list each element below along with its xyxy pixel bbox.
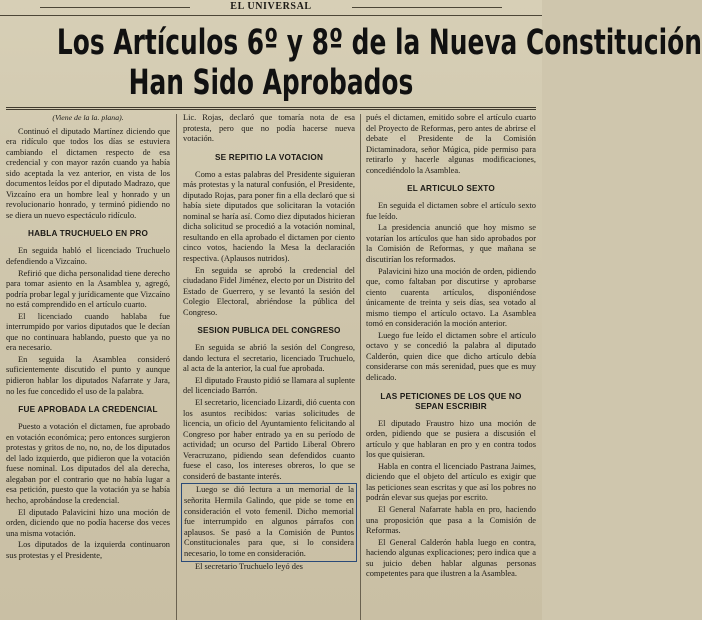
paragraph: En seguida habló el licenciado Truchuelo defendiendo a Vizcaíno. — [6, 246, 170, 267]
paragraph: Continuó el diputado Martínez diciendo que era ridículo que todos los días se estuviera cambiando el dictamen respecto de esa credencial y con mayor razón cuando ya había sido aceptada la vez anterior, en vista de los documentos leídos por el diputado Madrazo, que Vizcaíno era un hombre leal y honrado y un revolucionario honrado, y terminó pidiendo no se diera un nuevo espectáculo ridículo. — [6, 126, 170, 220]
paragraph: En seguida se aprobó la credencial del ciudadano Fidel Jiménez, electo por un Distrito del Estado de Guerrero, y se levantó la sesión del Colegio Electoral, abriéndose la pública del Congreso. — [183, 265, 355, 317]
masthead — [0, 0, 542, 16]
paragraph: Palavicini hizo una moción de orden, pidiendo que, como faltaban por discutirse y aprobarse ciento cuarenta artículos, disponiéndose únicamente de treinta y seis días, sea votado al mismo tiempo el artículo octavo. La Asamblea tomó en consideración la moción anterior. — [366, 266, 536, 329]
column-divider-2 — [360, 114, 361, 620]
paragraph: Puesto a votación el dictamen, fue aprobado en votación económica; pero entonces surgieron protestas y gritos de no, no, no, de los diputados del lado izquierdo, que pidieron que la votación fuese nominal. Los diputados del ala derecha, alegaban por el contrario que no había lugar a esa petición, puesto que la votación ya se había hecho, aprobándose la credencial. — [6, 422, 170, 505]
paragraph: Habla en contra el licenciado Pastrana Jaimes, diciendo que el objeto del artículo es exigir que las peticiones sean escritas y que así los pobres no podrán elevar sus quejas por escrito. — [366, 461, 536, 503]
paragraph: En seguida la Asamblea consideró suficientemente discutido el punto y aunque pidieron hablar los diputados Nafarrate y Jara, no les fue concedido el uso de la palabra. — [6, 354, 170, 396]
paragraph: La presidencia anunció que hoy mismo se votarían los artículos que han sido aprobados por la Comisión de Reformas, y que mañana se discutirían los reformados. — [366, 223, 536, 265]
subheading: FUE APROBADA LA CREDENCIAL — [18, 405, 158, 415]
subheading: HABLA TRUCHUELO EN PRO — [27, 229, 149, 239]
headline-rule-2 — [6, 109, 536, 110]
highlighted-passage — [181, 483, 357, 562]
paragraph: Lic. Rojas, declaró que tomaría nota de esa protesta, pero que no podía hacerse nueva votación. — [183, 113, 355, 144]
paragraph: El licenciado cuando hablaba fue interrumpido por varios diputados que le decían que no continuara hablando, puesto que ya no era necesario. — [6, 311, 170, 353]
headline-rule — [6, 107, 536, 108]
paragraph: El secretario, licenciado Lizardi, dió cuenta con los asuntos recibidos: varias solicitudes de licencia, un oficio del Ayuntamiento felicitando al Congreso por haber entrado ya en su período de actividad; un ocurso del Partido Liberal Obrero Veracruzano, pidiendo sean defendidos cuanto fuese el caso, los intereses obreros, lo que se consideró de bastante interés. — [183, 398, 355, 481]
headline-line-2: Han Sido Aprobados — [128, 63, 414, 103]
article-column-3 — [366, 113, 536, 620]
article-column-2 — [183, 113, 355, 620]
paragraph: Luego se dió lectura a un memorial de la señorita Hermila Galindo, que pide se tome en consideración el voto femenil. Dicho memorial fue interrumpido en algunos párrafos con aplausos. Se pasó a la Comisión de Puntos Constitucionales para que, si lo considera necesario, lo tome en consideración. — [184, 485, 354, 558]
article-column-1 — [6, 113, 170, 620]
paragraph: El General Nafarrate habla en pro, haciendo una proposición que pasa a la Comisión de Reformas. — [366, 504, 536, 536]
continuation-note: (Viene de la la. plana). — [52, 113, 124, 122]
subheading: SESION PUBLICA DEL CONGRESO — [197, 326, 341, 336]
subheading: EL ARTICULO SEXTO — [407, 184, 495, 194]
paragraph: El General Calderón habla luego en contra, haciendo algunas explicaciones; pero indica que a su juicio deben hablar algunas personas competentes para que ilustren a la Asamblea. — [366, 537, 536, 579]
paragraph: Los diputados de la izquierda continuaron sus protestas y el Presidente, — [6, 540, 170, 560]
paragraph: pués el dictamen, emitido sobre el artículo cuarto del Proyecto de Reformas, pero antes de abrirse el debate el Presidente de la Comisión Dictaminadora, señor Múgica, pide permiso para retirarlo y hacerle algunas modificaciones, concediéndolo la Asamblea. — [366, 113, 536, 175]
newspaper-name: EL UNIVERSAL — [230, 1, 312, 12]
paragraph: Luego fue leído el dictamen sobre el artículo octavo y se concedió la palabra al diputado Calderón, quien dice que dicho artículo debía considerarse con más serenidad, pues que es muy delicado. — [366, 330, 536, 383]
paragraph: Como a estas palabras del Presidente siguieran más protestas y la natural confusión, el Presidente, diputado Rojas, para poner fin a ella declaró que si había siete diputados que solicitaran la votación nominal se haría así. Como diez diputados hicieran dicha solicitud se procedió a la votación nominal, resultando en ella aprobado el dictamen por ciento cinco votos, haciendo la Mesa la declaración respectiva. (Aplausos nutridos). — [183, 169, 355, 264]
paragraph: Refirió que dicha personalidad tiene derecho para tomar asiento en la Asamblea y, agregó, podría probar legal y jurídicamente que Vizcaíno no está comprendido en el artículo cuarto. — [6, 268, 170, 310]
paragraph: El secretario Truchuelo leyó des — [195, 562, 303, 572]
masthead-rule-left — [40, 7, 190, 8]
subheading: LAS PETICIONES DE LOS QUE NO SEPAN ESCRIBIR — [380, 391, 522, 411]
headline-line-1: Los Artículos 6º y 8º de la Nueva Constitución — [56, 23, 702, 63]
paragraph: El diputado Frausto pidió se llamara al suplente del licenciado Barrón. — [183, 375, 355, 396]
paragraph: En seguida se abrió la sesión del Congreso, dando lectura el secretario, licenciado Truchuelo, al acta de la anterior, la cual fue aprobada. — [183, 343, 355, 374]
column-divider-1 — [176, 114, 177, 620]
paragraph: En seguida el dictamen sobre el artículo sexto fue leído. — [366, 201, 536, 221]
paragraph: El diputado Fraustro hizo una moción de orden, pidiendo que se pusiera a discusión el artículo y que hablaran en pro y en contra todos los que quisieran. — [366, 418, 536, 460]
subheading: SE REPITIO LA VOTACION — [214, 152, 324, 162]
paragraph: El diputado Palavicini hizo una moción de orden, diciendo que no podía hacerse dos veces una misma votación. — [6, 507, 170, 538]
masthead-rule-right — [352, 7, 502, 8]
